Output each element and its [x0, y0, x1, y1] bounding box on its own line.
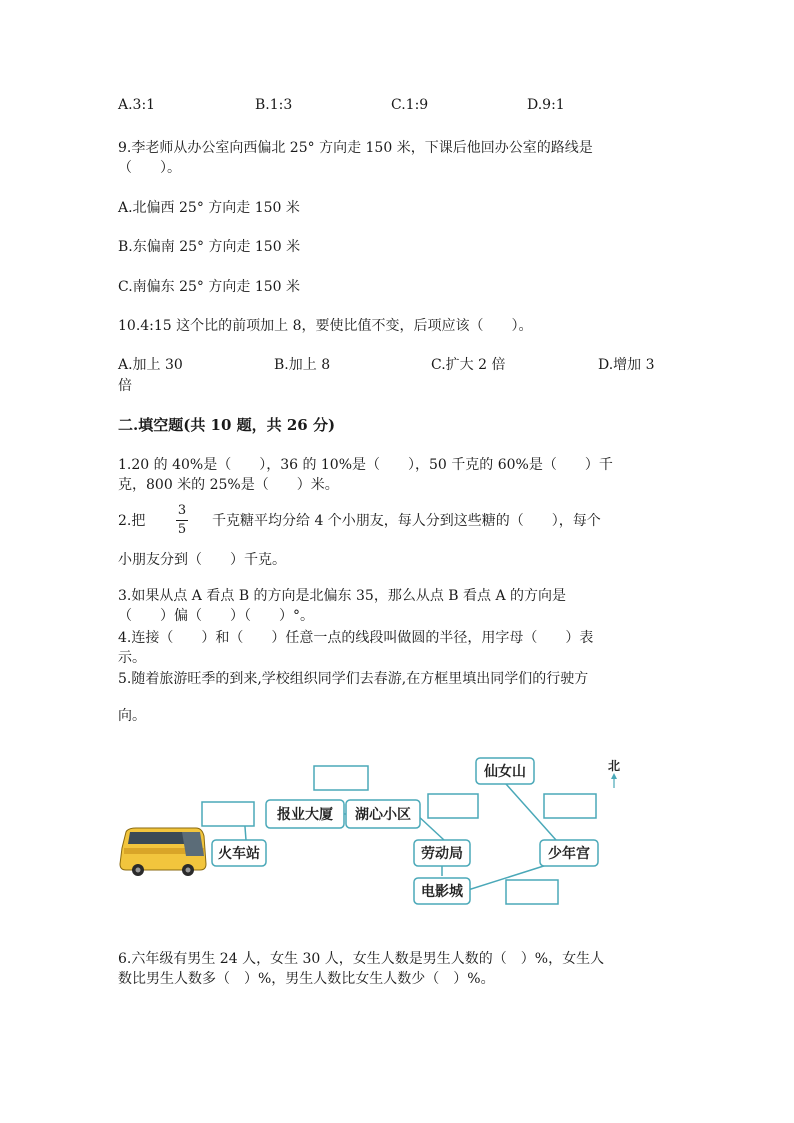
place-cinema-label: 电影城 [421, 884, 463, 900]
answer-box-5[interactable] [506, 880, 558, 904]
q9-option-b: B.东偏南 25° 方向走 150 米 [118, 239, 301, 255]
place-baoye-label: 报业大厦 [277, 807, 333, 823]
answer-box-3[interactable] [428, 794, 478, 818]
q8-option-c: C.1:9 [391, 97, 429, 113]
fill-q3-line1: 3.如果从点 A 看点 B 的方向是北偏东 35，那么从点 B 看点 A 的方向是 [118, 588, 567, 604]
place-xiannv-label: 仙女山 [484, 764, 526, 780]
place-labor [414, 840, 470, 866]
fraction-denominator: 5 [177, 522, 187, 537]
q10-option-a: A.加上 30 [118, 357, 183, 373]
q9-option-a: A.北偏西 25° 方向走 150 米 [118, 200, 300, 216]
place-xiannv [476, 758, 534, 784]
fraction [174, 503, 190, 538]
q8-option-b: B.1:3 [255, 97, 293, 113]
q9-line2: （ ）。 [118, 160, 181, 176]
q8-option-d: D.9:1 [527, 97, 565, 113]
fill-q6-line1: 6.六年级有男生 24 人，女生 30 人，女生人数是男生人数的（ ）%，女生人 [118, 951, 605, 967]
q9-line1: 9.李老师从办公室向西偏北 25° 方向走 150 米，下课后他回办公室的路线是 [118, 140, 593, 156]
q9-option-c: C.南偏东 25° 方向走 150 米 [118, 279, 300, 295]
place-train-label: 火车站 [218, 846, 260, 862]
answer-box-4[interactable] [544, 794, 596, 818]
place-youth [540, 840, 598, 866]
fraction-numerator: 3 [177, 503, 187, 518]
north-label: 北 [607, 759, 621, 773]
fill-q6-line2: 数比男生人数多（ ）%，男生人数比女生人数少（ ）%。 [118, 971, 495, 987]
bus-icon [120, 828, 206, 876]
q10-option-wrap: 倍 [118, 378, 132, 394]
answer-box-1[interactable] [314, 766, 368, 790]
q10-line1: 10.4:15 这个比的前项加上 8，要使比值不变，后项应该（ ）。 [118, 318, 533, 334]
fill-q1-line2: 克，800 米的 25%是（ ）米。 [118, 477, 339, 493]
q8-option-a: A.3:1 [118, 97, 156, 113]
fill-q3-line2: （ ）偏（ ）（ ）°。 [118, 608, 314, 624]
q10-option-d: D.增加 3 [598, 357, 655, 373]
place-huxin [346, 800, 420, 828]
fill-q4-line2: 示。 [118, 650, 146, 666]
route-map [116, 752, 636, 912]
fill-q1-line1: 1.20 的 40%是（ ），36 的 10%是（ ），50 千克的 60%是（ ）千 [118, 457, 613, 473]
place-huxin-label: 湖心小区 [355, 807, 411, 823]
section-title: 二.填空题(共 10 题，共 26 分) [118, 416, 336, 434]
place-train [212, 840, 266, 866]
q10-option-c: C.扩大 2 倍 [431, 357, 506, 373]
q10-option-b: B.加上 8 [274, 357, 331, 373]
north-arrow [608, 759, 620, 788]
fill-q2-prefix: 2.把 [118, 513, 146, 529]
fill-q4-line1: 4.连接（ ）和（ ）任意一点的线段叫做圆的半径，用字母（ ）表 [118, 630, 594, 646]
place-baoye [266, 800, 344, 828]
answer-box-2[interactable] [202, 802, 254, 826]
fill-q5-line2: 向。 [118, 708, 146, 724]
fill-q5-line1: 5.随着旅游旺季的到来,学校组织同学们去春游,在方框里填出同学们的行驶方 [118, 671, 589, 687]
place-youth-label: 少年宫 [548, 846, 590, 862]
place-cinema [414, 878, 470, 904]
fill-q2-suffix: 千克糖平均分给 4 个小朋友，每人分到这些糖的（ ），每个 [212, 513, 601, 529]
fill-q2-line2: 小朋友分到（ ）千克。 [118, 552, 286, 568]
place-labor-label: 劳动局 [421, 846, 463, 862]
